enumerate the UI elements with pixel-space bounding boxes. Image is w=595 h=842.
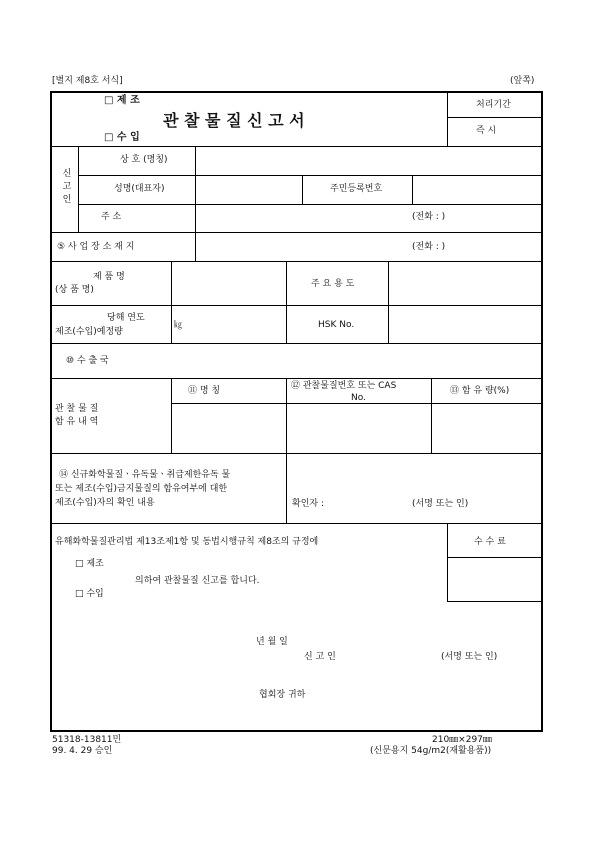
- confirmation-label-3: 제조(수입)자의 확인 내용: [55, 498, 155, 508]
- processing-period-value: 즉 시: [476, 126, 497, 136]
- substance-name-field[interactable]: [172, 404, 285, 452]
- form-title: 관 찰 물 질 신 고 서: [163, 111, 305, 130]
- divider: [286, 453, 287, 523]
- declaration-import-option[interactable]: □ 수입: [75, 589, 104, 599]
- addressee: 협회장 귀하: [259, 690, 306, 700]
- contents-label-1: 관 찰 물 질: [55, 404, 99, 414]
- form-number: [별지 제8호 서식]: [52, 76, 123, 86]
- trade-name-label: 상 호 (명칭): [120, 155, 168, 165]
- processing-period-label: 처리기간: [476, 100, 511, 110]
- main-use-field[interactable]: [389, 262, 541, 304]
- divider: [447, 92, 448, 146]
- divider: [78, 146, 79, 232]
- form-code: 51318-13811민: [52, 735, 122, 745]
- divider: [51, 378, 542, 379]
- divider: [286, 261, 287, 343]
- declaration-text: 유해화학물질관리법 제13조제1항 및 동법시행규칙 제8조의 규정에: [55, 537, 319, 547]
- hsk-field[interactable]: [389, 306, 541, 342]
- cas-number-field[interactable]: [287, 404, 430, 452]
- fee-label: 수 수 료: [474, 537, 506, 547]
- address-field[interactable]: [196, 205, 406, 231]
- divider: [302, 175, 303, 204]
- main-use-label: 주 요 용 도: [311, 279, 355, 289]
- manufacture-checkbox[interactable]: □ 제 조: [104, 95, 140, 106]
- export-country-field[interactable]: [172, 344, 541, 377]
- content-rate-field[interactable]: [432, 404, 541, 452]
- product-name-label: 제 품 명: [93, 272, 125, 282]
- divider: [447, 117, 542, 118]
- fee-field[interactable]: [448, 558, 541, 600]
- divider: [447, 601, 542, 602]
- paper-type: (신문용지 54g/m2(재활용품)): [370, 746, 492, 756]
- applicant-group-label: 신 고 인: [62, 169, 72, 205]
- site-address-label: ⑤ 사 업 장 소 재 지: [57, 242, 135, 252]
- site-address-field[interactable]: [196, 233, 406, 260]
- column-cas-header: ⑫ 관찰물질번호 또는 CAS: [291, 381, 397, 391]
- site-phone-label: (전화 : ): [412, 242, 446, 252]
- representative-name-field[interactable]: [196, 176, 301, 203]
- declaration-manufacture-option[interactable]: □ 제조: [75, 559, 104, 569]
- quantity-unit: ㎏: [174, 320, 182, 329]
- brand-name-label: (상 품 명): [55, 285, 94, 295]
- import-checkbox[interactable]: □ 수 입: [104, 132, 140, 143]
- representative-name-label: 성명(대표자): [114, 184, 165, 194]
- resident-number-field[interactable]: [413, 176, 541, 203]
- date-line: 년 월 일: [256, 637, 288, 647]
- annual-quantity-field[interactable]: [186, 306, 285, 342]
- confirmation-label-1: ⑭ 신규화학물질ㆍ유독물ㆍ취급제한유독 물: [59, 470, 231, 480]
- declarant-field[interactable]: [360, 648, 435, 664]
- export-country-label: ⑩ 수 출 국: [66, 356, 109, 366]
- column-rate-header: ⑬ 함 유 량(%): [450, 386, 510, 396]
- confirmer-label: 확인자 :: [292, 499, 324, 509]
- hsk-label: HSK No.: [318, 320, 355, 330]
- divider: [51, 523, 542, 524]
- column-name-header: ⑪ 명 칭: [188, 386, 221, 396]
- product-name-field[interactable]: [172, 262, 285, 304]
- trade-name-field[interactable]: [196, 147, 541, 174]
- approval-date: 99. 4. 29 승인: [52, 746, 113, 756]
- page-side-label: (앞쪽): [510, 76, 535, 86]
- paper-size: 210㎜×297㎜: [432, 735, 492, 745]
- address-phone-label: (전화 : ): [412, 212, 446, 222]
- confirmer-sign-label: (서명 또는 인): [412, 499, 469, 509]
- confirmation-label-2: 또는 제조(수입)금지물질의 함유여부에 대한: [55, 484, 228, 494]
- divider: [51, 453, 542, 454]
- declaration-text-2: 의하여 관찰물질 신고를 합니다.: [135, 576, 260, 586]
- annual-quantity-label: 당해 연도: [107, 313, 145, 323]
- confirmer-field[interactable]: [335, 493, 405, 513]
- contents-label-2: 함 유 내 역: [55, 417, 99, 427]
- address-label: 주 소: [101, 212, 122, 222]
- column-cas-header-2: No.: [351, 393, 366, 403]
- declarant-label: 신 고 인: [304, 652, 336, 662]
- declarant-sign-label: (서명 또는 인): [441, 652, 498, 662]
- planned-quantity-label: 제조(수입)예정량: [55, 327, 123, 337]
- resident-number-label: 주민등록번호: [330, 184, 383, 194]
